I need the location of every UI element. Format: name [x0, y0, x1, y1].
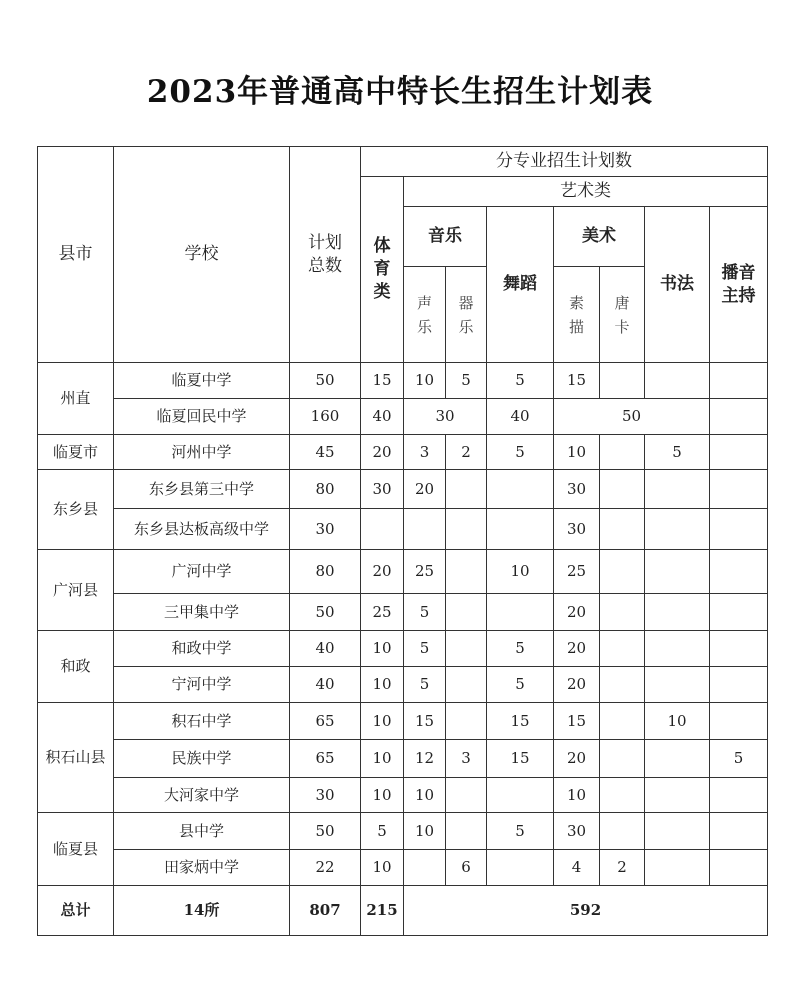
instrumental-cell: [446, 594, 487, 631]
vocal-cell: 3: [404, 435, 446, 470]
sports-cell: 25: [361, 594, 404, 631]
sketch-cell: 10: [554, 435, 600, 470]
broadcast-cell: [710, 850, 768, 886]
dance-cell: [487, 778, 554, 813]
broadcast-cell: 5: [710, 740, 768, 778]
county-cell: 和政: [38, 631, 114, 703]
header-county: 县市: [38, 147, 114, 363]
school-cell: 广河中学: [114, 550, 290, 594]
vocal-cell: 5: [404, 667, 446, 703]
header-broadcast-label: 播音主持: [721, 262, 756, 306]
calligraphy-cell: [645, 594, 710, 631]
broadcast-cell: [710, 667, 768, 703]
sketch-cell: 30: [554, 509, 600, 550]
school-cell: 大河家中学: [114, 778, 290, 813]
vocal-cell: 15: [404, 703, 446, 740]
instrumental-cell: [446, 470, 487, 509]
total-cell: 40: [290, 667, 361, 703]
school-cell: 宁河中学: [114, 667, 290, 703]
header-calligraphy: 书法: [645, 207, 710, 363]
sports-cell: 10: [361, 703, 404, 740]
sketch-cell: 15: [554, 363, 600, 399]
dance-cell: 5: [487, 813, 554, 850]
county-cell: 广河县: [38, 550, 114, 631]
total-cell: 22: [290, 850, 361, 886]
header-sketch: [554, 267, 600, 363]
sports-cell: 30: [361, 470, 404, 509]
table-row: [38, 435, 768, 470]
dance-cell: 5: [487, 435, 554, 470]
sketch-cell: 4: [554, 850, 600, 886]
broadcast-cell: [710, 778, 768, 813]
calligraphy-cell: [645, 813, 710, 850]
totals-plan: 807: [290, 886, 361, 936]
school-cell: 县中学: [114, 813, 290, 850]
vocal-cell: 10: [404, 778, 446, 813]
music-merged-cell: 30: [404, 399, 487, 435]
total-cell: 30: [290, 509, 361, 550]
dance-cell: 15: [487, 703, 554, 740]
calligraphy-cell: 10: [645, 703, 710, 740]
table-row: [38, 594, 768, 631]
header-dance: 舞蹈: [487, 207, 554, 363]
sketch-cell: 20: [554, 667, 600, 703]
table-row: [38, 631, 768, 667]
vocal-cell: 10: [404, 363, 446, 399]
school-cell: 东乡县达板高级中学: [114, 509, 290, 550]
sketch-cell: 20: [554, 594, 600, 631]
dance-cell: 10: [487, 550, 554, 594]
table-row: [38, 550, 768, 594]
vocal-cell: [404, 850, 446, 886]
vocal-cell: 5: [404, 631, 446, 667]
sports-cell: 10: [361, 778, 404, 813]
table-row: [38, 399, 768, 435]
calligraphy-cell: [645, 550, 710, 594]
header-broadcast: [710, 207, 768, 363]
dance-cell: [487, 470, 554, 509]
instrumental-cell: [446, 703, 487, 740]
header-plan-total-label: 计划总数: [307, 232, 342, 276]
dance-cell: 15: [487, 740, 554, 778]
total-cell: 45: [290, 435, 361, 470]
dance-cell: [487, 850, 554, 886]
broadcast-cell: [710, 813, 768, 850]
table-row: [38, 470, 768, 509]
table-row: [38, 850, 768, 886]
sketch-cell: 10: [554, 778, 600, 813]
sports-cell: 40: [361, 399, 404, 435]
school-cell: 积石中学: [114, 703, 290, 740]
total-cell: 50: [290, 363, 361, 399]
tangka-cell: [600, 550, 645, 594]
table-row: [38, 703, 768, 740]
vocal-cell: 20: [404, 470, 446, 509]
header-school: 学校: [114, 147, 290, 363]
instrumental-cell: [446, 631, 487, 667]
school-cell: 临夏回民中学: [114, 399, 290, 435]
enrollment-plan-table: [37, 146, 768, 936]
instrumental-cell: 3: [446, 740, 487, 778]
calligraphy-cell: [645, 631, 710, 667]
sketch-cell: 20: [554, 631, 600, 667]
broadcast-cell: [710, 509, 768, 550]
sports-cell: 5: [361, 813, 404, 850]
header-plan-total: [290, 147, 361, 363]
sketch-cell: 15: [554, 703, 600, 740]
vocal-cell: 10: [404, 813, 446, 850]
total-cell: 40: [290, 631, 361, 667]
header-vocal-label: 声乐: [416, 293, 432, 336]
header-sports-label: 体育类: [373, 236, 391, 302]
sports-cell: 15: [361, 363, 404, 399]
broadcast-cell: [710, 703, 768, 740]
sports-cell: 10: [361, 631, 404, 667]
calligraphy-cell: [645, 778, 710, 813]
total-cell: 30: [290, 778, 361, 813]
vocal-cell: [404, 509, 446, 550]
header-sketch-label: 素描: [568, 293, 584, 336]
totals-label: 总计: [38, 886, 114, 936]
tangka-cell: [600, 703, 645, 740]
header-tangka-label: 唐卡: [614, 293, 630, 336]
header-tangka: [600, 267, 645, 363]
broadcast-cell: [710, 631, 768, 667]
header-vocal: [404, 267, 446, 363]
school-cell: 临夏中学: [114, 363, 290, 399]
tangka-cell: 2: [600, 850, 645, 886]
tangka-cell: [600, 667, 645, 703]
tangka-cell: [600, 363, 645, 399]
tangka-cell: [600, 594, 645, 631]
tangka-cell: [600, 470, 645, 509]
school-cell: 东乡县第三中学: [114, 470, 290, 509]
vocal-cell: 25: [404, 550, 446, 594]
instrumental-cell: [446, 667, 487, 703]
broadcast-cell: [710, 363, 768, 399]
sports-cell: 10: [361, 850, 404, 886]
vocal-cell: 5: [404, 594, 446, 631]
school-cell: 田家炳中学: [114, 850, 290, 886]
school-cell: 和政中学: [114, 631, 290, 667]
art-merged-cell: 50: [554, 399, 710, 435]
tangka-cell: [600, 435, 645, 470]
school-cell: 三甲集中学: [114, 594, 290, 631]
total-cell: 65: [290, 740, 361, 778]
sports-cell: 10: [361, 740, 404, 778]
sports-cell: 20: [361, 550, 404, 594]
instrumental-cell: [446, 509, 487, 550]
sketch-cell: 30: [554, 470, 600, 509]
dance-cell: [487, 594, 554, 631]
county-cell: 东乡县: [38, 470, 114, 550]
instrumental-cell: [446, 813, 487, 850]
table-row: [38, 363, 768, 399]
dance-cell: 40: [487, 399, 554, 435]
total-cell: 50: [290, 594, 361, 631]
sports-cell: 20: [361, 435, 404, 470]
totals-row: [38, 886, 768, 936]
page-title: 2023年普通高中特长生招生计划表: [146, 74, 654, 110]
dance-cell: 5: [487, 363, 554, 399]
dance-cell: 5: [487, 631, 554, 667]
table-row: [38, 778, 768, 813]
sports-cell: [361, 509, 404, 550]
total-cell: 50: [290, 813, 361, 850]
dance-cell: 5: [487, 667, 554, 703]
table-row: [38, 813, 768, 850]
tangka-cell: [600, 740, 645, 778]
calligraphy-cell: 5: [645, 435, 710, 470]
header-fine-arts: 美术: [554, 207, 645, 267]
header-sports: [361, 177, 404, 363]
calligraphy-cell: [645, 740, 710, 778]
instrumental-cell: 6: [446, 850, 487, 886]
tangka-cell: [600, 509, 645, 550]
total-cell: 65: [290, 703, 361, 740]
totals-arts: 592: [404, 886, 768, 936]
header-instrumental-label: 器乐: [458, 293, 474, 336]
vocal-cell: 12: [404, 740, 446, 778]
table-row: [38, 740, 768, 778]
school-cell: 河州中学: [114, 435, 290, 470]
tangka-cell: [600, 631, 645, 667]
header-arts: 艺术类: [404, 177, 768, 207]
broadcast-cell: [710, 550, 768, 594]
table-row: [38, 667, 768, 703]
totals-sports: 215: [361, 886, 404, 936]
header-category-plan: 分专业招生计划数: [361, 147, 768, 177]
calligraphy-cell: [645, 509, 710, 550]
tangka-cell: [600, 813, 645, 850]
school-cell: 民族中学: [114, 740, 290, 778]
broadcast-cell: [710, 399, 768, 435]
broadcast-cell: [710, 594, 768, 631]
dance-cell: [487, 509, 554, 550]
sports-cell: 10: [361, 667, 404, 703]
total-cell: 80: [290, 550, 361, 594]
sketch-cell: 30: [554, 813, 600, 850]
header-music: 音乐: [404, 207, 487, 267]
calligraphy-cell: [645, 470, 710, 509]
instrumental-cell: [446, 550, 487, 594]
header-instrumental: [446, 267, 487, 363]
table-row: [38, 509, 768, 550]
county-cell: 积石山县: [38, 703, 114, 813]
instrumental-cell: 5: [446, 363, 487, 399]
calligraphy-cell: [645, 363, 710, 399]
instrumental-cell: 2: [446, 435, 487, 470]
county-cell: 临夏县: [38, 813, 114, 886]
county-cell: 州直: [38, 363, 114, 435]
total-cell: 160: [290, 399, 361, 435]
tangka-cell: [600, 778, 645, 813]
sketch-cell: 25: [554, 550, 600, 594]
total-cell: 80: [290, 470, 361, 509]
broadcast-cell: [710, 470, 768, 509]
instrumental-cell: [446, 778, 487, 813]
calligraphy-cell: [645, 850, 710, 886]
totals-schools: 14所: [114, 886, 290, 936]
broadcast-cell: [710, 435, 768, 470]
calligraphy-cell: [645, 667, 710, 703]
county-cell: 临夏市: [38, 435, 114, 470]
sketch-cell: 20: [554, 740, 600, 778]
